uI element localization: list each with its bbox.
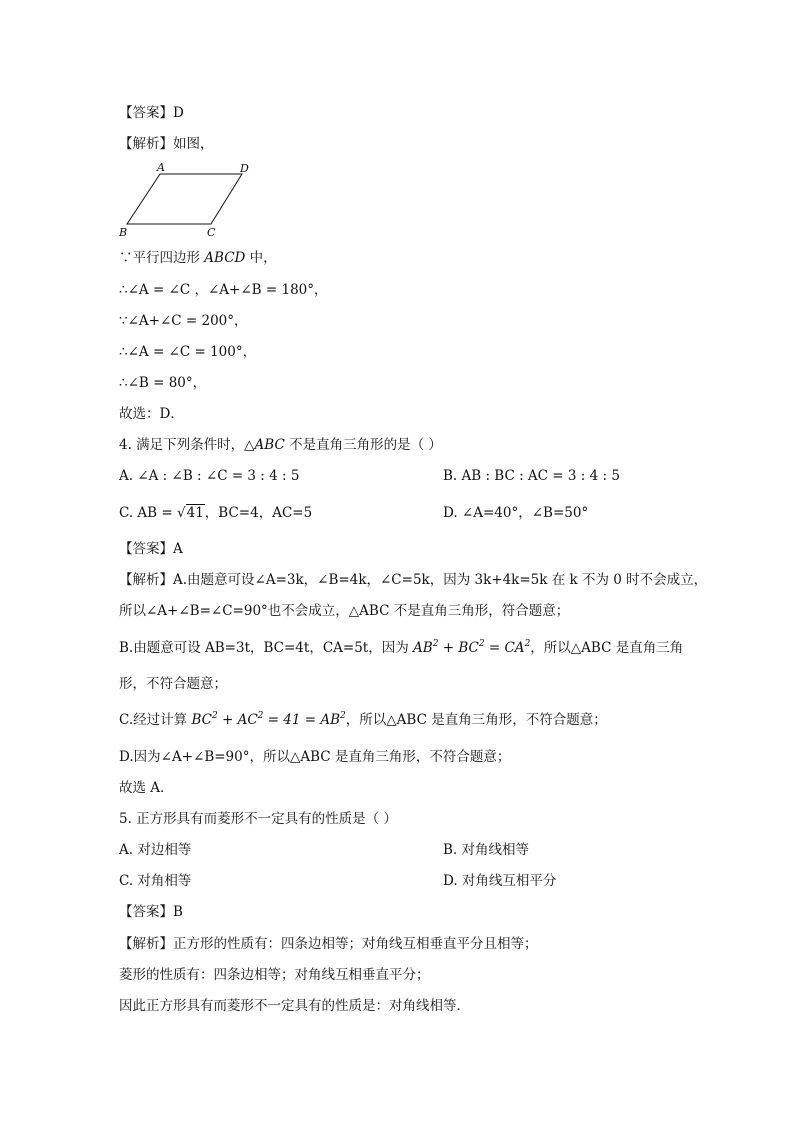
answer-value: D bbox=[173, 105, 184, 121]
q4-option-a: A. ∠A : ∠B : ∠C = 3 : 4 : 5 bbox=[119, 468, 300, 484]
analysis-line-q3 bbox=[119, 134, 214, 154]
vertex-label-b: B bbox=[119, 226, 128, 239]
equation-b: $AB^2 + BC^2 = CA^2$ bbox=[413, 639, 531, 656]
q4-analysis-b1: B.由题意可设 AB=3t，BC=4t，CA=5t，因为 $AB^2 + BC^2 = CA^2$，所以△ABC 是直角三角 bbox=[119, 639, 684, 656]
q5-option-c: C. 对角相等 bbox=[119, 873, 192, 889]
parallelogram-figure bbox=[118, 158, 258, 240]
q5-option-a: A. 对边相等 bbox=[119, 842, 192, 858]
answer-line-q3 bbox=[119, 103, 184, 123]
q3-step-4: ∴∠A = ∠C = 100°， bbox=[119, 344, 257, 360]
vertex-label-d: D bbox=[240, 162, 249, 175]
analysis-tag: 【解析】 bbox=[119, 572, 173, 588]
q4-conclusion: 故选 A． bbox=[119, 780, 174, 796]
q5-analysis-1: 【解析】正方形的性质有：四条边相等；对角线互相垂直平分且相等； bbox=[119, 936, 538, 952]
q3-step-2: ∴∠A = ∠C ，∠A+∠B = 180°， bbox=[119, 282, 328, 298]
triangle-label: △ABC bbox=[244, 437, 285, 453]
answer-tag: 【答案】 bbox=[119, 105, 173, 121]
q3-step-1: ∵平行四边形 ABCD 中， bbox=[119, 250, 277, 266]
q3-step-3: ∵∠A+∠C = 200°， bbox=[119, 313, 248, 329]
q4-analysis-b2: 形，不符合题意； bbox=[119, 676, 227, 692]
q4-option-c: C. AB = √41，BC=4，AC=5 bbox=[119, 505, 313, 521]
q4-option-b: B. AB : BC : AC = 3 : 4 : 5 bbox=[443, 468, 620, 484]
q4-analysis-d: D.因为∠A+∠B=90°，所以△ABC 是直角三角形，不符合题意； bbox=[119, 749, 511, 765]
q4-stem: 4. 满足下列条件时，△ABC 不是直角三角形的是（ ） bbox=[119, 437, 442, 453]
analysis-tag: 【解析】 bbox=[119, 136, 173, 152]
q3-conclusion: 故选：D． bbox=[119, 406, 184, 422]
analysis-intro: 如图， bbox=[173, 136, 214, 152]
q4-analysis-c: C.经过计算 $BC^2 + AC^2 = 41 = AB^2$，所以△ABC 是直角三角形，不符合题意； bbox=[119, 711, 607, 728]
equation-c: $BC^2 + AC^2 = 41 = AB^2$ bbox=[191, 711, 346, 728]
q5-analysis-3: 因此正方形具有而菱形不一定具有的性质是：对角线相等． bbox=[119, 998, 470, 1014]
vertex-label-c: C bbox=[207, 226, 216, 239]
sqrt-symbol: √ bbox=[177, 505, 186, 521]
analysis-tag: 【解析】 bbox=[119, 936, 173, 952]
q5-analysis-2: 菱形的性质有：四条边相等；对角线互相垂直平分； bbox=[119, 967, 430, 983]
q4-analysis-a2: 所以∠A+∠B=∠C=90°也不会成立，△ABC 不是直角三角形，符合题意； bbox=[119, 603, 570, 619]
q5-option-d: D. 对角线互相平分 bbox=[443, 873, 557, 889]
abcd-label: ABCD bbox=[204, 250, 246, 266]
q5-answer: 【答案】B bbox=[119, 904, 183, 920]
q5-stem: 5. 正方形具有而菱形不一定具有的性质是（ ） bbox=[119, 811, 397, 827]
q4-answer: 【答案】A bbox=[119, 541, 183, 557]
q4-analysis-a1: 【解析】A.由题意可设∠A=3k，∠B=4k，∠C=5k，因为 3k+4k=5k 在 k 不为 0 时不会成立， bbox=[119, 572, 708, 588]
q4-option-d: D. ∠A=40°，∠B=50° bbox=[443, 505, 589, 521]
q3-step-5: ∴∠B = 80°， bbox=[119, 375, 207, 391]
parallelogram-shape bbox=[127, 174, 242, 224]
vertex-label-a: A bbox=[157, 161, 165, 174]
radicand: 41 bbox=[186, 505, 204, 521]
q5-option-b: B. 对角线相等 bbox=[443, 842, 530, 858]
